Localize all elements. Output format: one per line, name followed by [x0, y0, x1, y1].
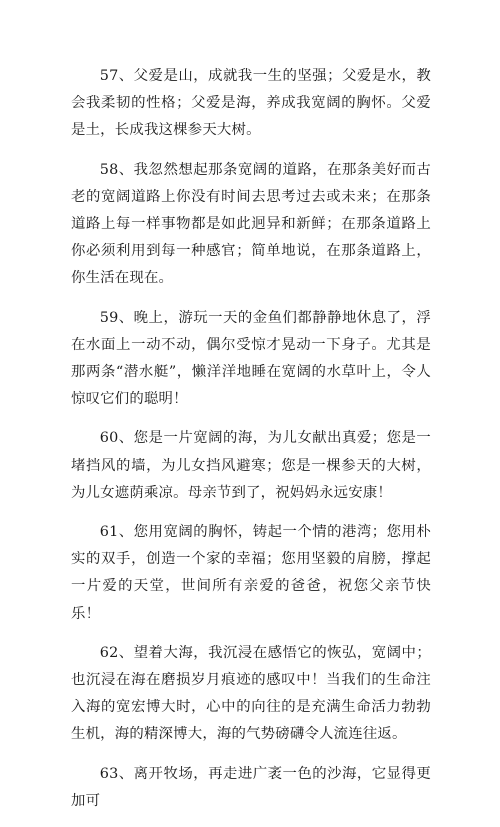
- paragraph-62: 62、望着大海，我沉浸在感悟它的恢弘，宽阔中；也沉浸在海在磨损岁月痕迹的感叹中！当我们的生命注入海的宽宏博大时，心中的向往的是充满生命活力勃勃生机，海的精深博大，海的气势磅礴令人流连往返。: [71, 644, 431, 743]
- paragraph-61: 61、您用宽阔的胸怀，铸起一个情的港湾；您用朴实的双手，创造一个家的幸福；您用坚毅的肩膀，撑起一片爱的天堂，世间所有亲爱的爸爸，祝您父亲节快乐！: [71, 524, 431, 622]
- paragraph-59: 59、晚上，游玩一天的金鱼们都静静地休息了，浮在水面上一动不动，偶尔受惊才晃动一下身子。尤其是那两条“潜水艇”，懒洋洋地睡在宽阔的水草叶上，令人惊叹它们的聪明！: [71, 309, 431, 408]
- paragraph-58: 58、我忽然想起那条宽阔的道路，在那条美好而古老的宽阔道路上你没有时间去思考过去或未来；在那条道路上每一样事物都是如此迥异和新鲜；在那条道路上你必须利用到每一种感官；简单地说，在那条道路上，你生活在现在。: [71, 161, 431, 287]
- paragraph-60: 60、您是一片宽阔的海，为儿女献出真爱；您是一堵挡风的墙，为儿女挡风避寒；您是一棵参天的大树，为儿女遮荫乘凉。母亲节到了，祝妈妈永远安康！: [71, 430, 431, 501]
- paragraph-63: 63、离开牧场，再走进广袤一色的沙海，它显得更加可: [71, 765, 431, 809]
- document-body: [71, 63, 431, 827]
- paragraph-57: 57、父爱是山，成就我一生的坚强；父爱是水，教会我柔韧的性格；父爱是海，养成我宽阔的胸怀。父爱是土，长成我这棵参天大树。: [71, 68, 431, 139]
